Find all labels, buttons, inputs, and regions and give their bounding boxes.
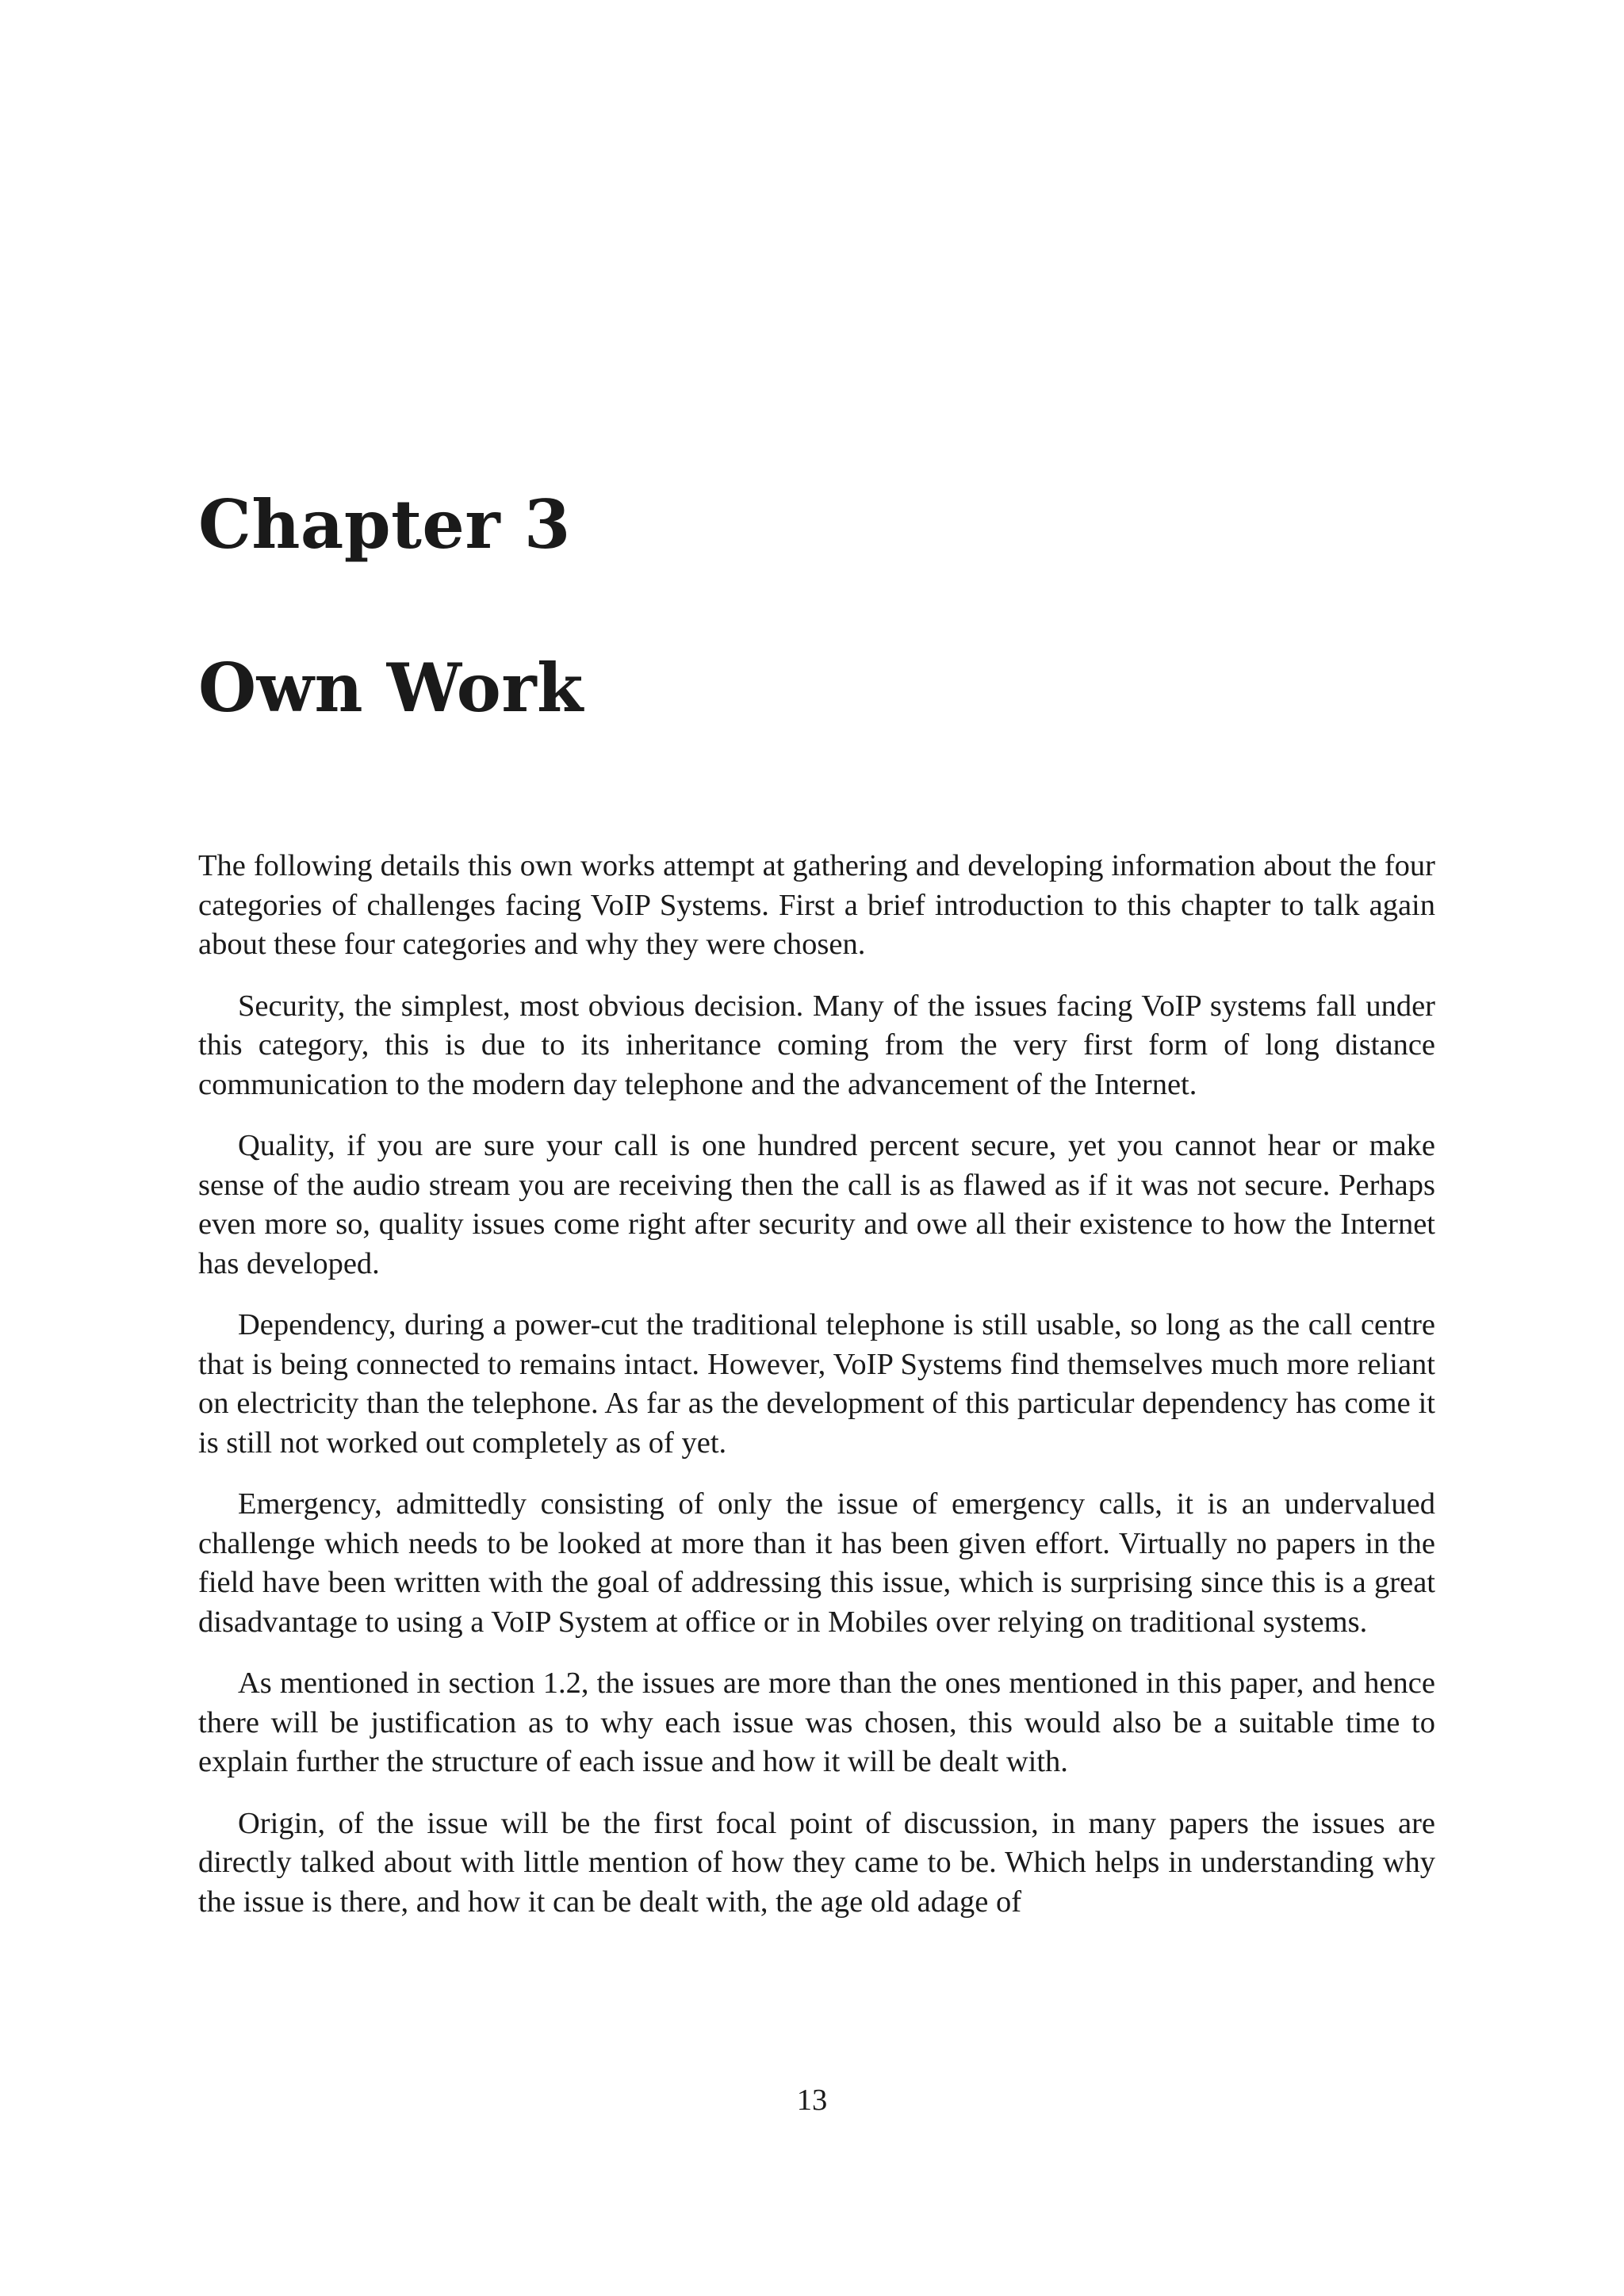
paragraph-justification: As mentioned in section 1.2, the issues are more than the ones mentioned in this paper, and hence there will be justification as to why each issue was chosen, this would also be a suitable time to explain further the structure of each issue and how it will be dealt with. [198,1667,1435,1778]
paragraph-emergency: Emergency, admittedly consisting of only the issue of emergency calls, it is an undervalued challenge which needs to be looked at more than it has been given effort. Virtually no papers in the field have been written with the goal of addressing this issue, which is surprising since this is a great disadvantage to using a VoIP System at office or in Mobiles over relying on traditional systems. [198,1487,1435,1639]
chapter-body [198,847,1435,1944]
paragraph-origin: Origin, of the issue will be the first focal point of discussion, in many papers the issues are directly talked about with little mention of how they came to be. Which helps in understanding why the issue is there, and how it can be dealt with, the age old adage of [198,1806,1435,1919]
paragraph-security: Security, the simplest, most obvious decision. Many of the issues facing VoIP systems fall under this category, this is due to its inheritance coming from the very first form of long distance communication to the modern day telephone and the advancement of the Internet. [198,989,1435,1101]
chapter-title: Own Work [198,649,584,727]
paragraph-dependency: Dependency, during a power-cut the traditional telephone is still usable, so long as the call centre that is being connected to remains intact. However, VoIP Systems find themselves much more reliant on electricity than the telephone. As far as the development of this particular dependency has come it is still not worked out completely as of yet. [198,1308,1435,1460]
paragraph-intro: The following details this own works attempt at gathering and developing information about the four categories of challenges facing VoIP Systems. First a brief introduction to this chapter to talk again about these four categories and why they were chosen. [198,849,1435,961]
chapter-label: Chapter 3 [198,485,571,564]
paragraph-quality: Quality, if you are sure your call is one hundred percent secure, yet you cannot hear or make sense of the audio stream you are receiving then the call is as flawed as if it was not secure. Perhaps even more so, quality issues come right after security and owe all their existence to how the Internet has developed. [198,1129,1435,1280]
page-number: 13 [796,2084,828,2117]
